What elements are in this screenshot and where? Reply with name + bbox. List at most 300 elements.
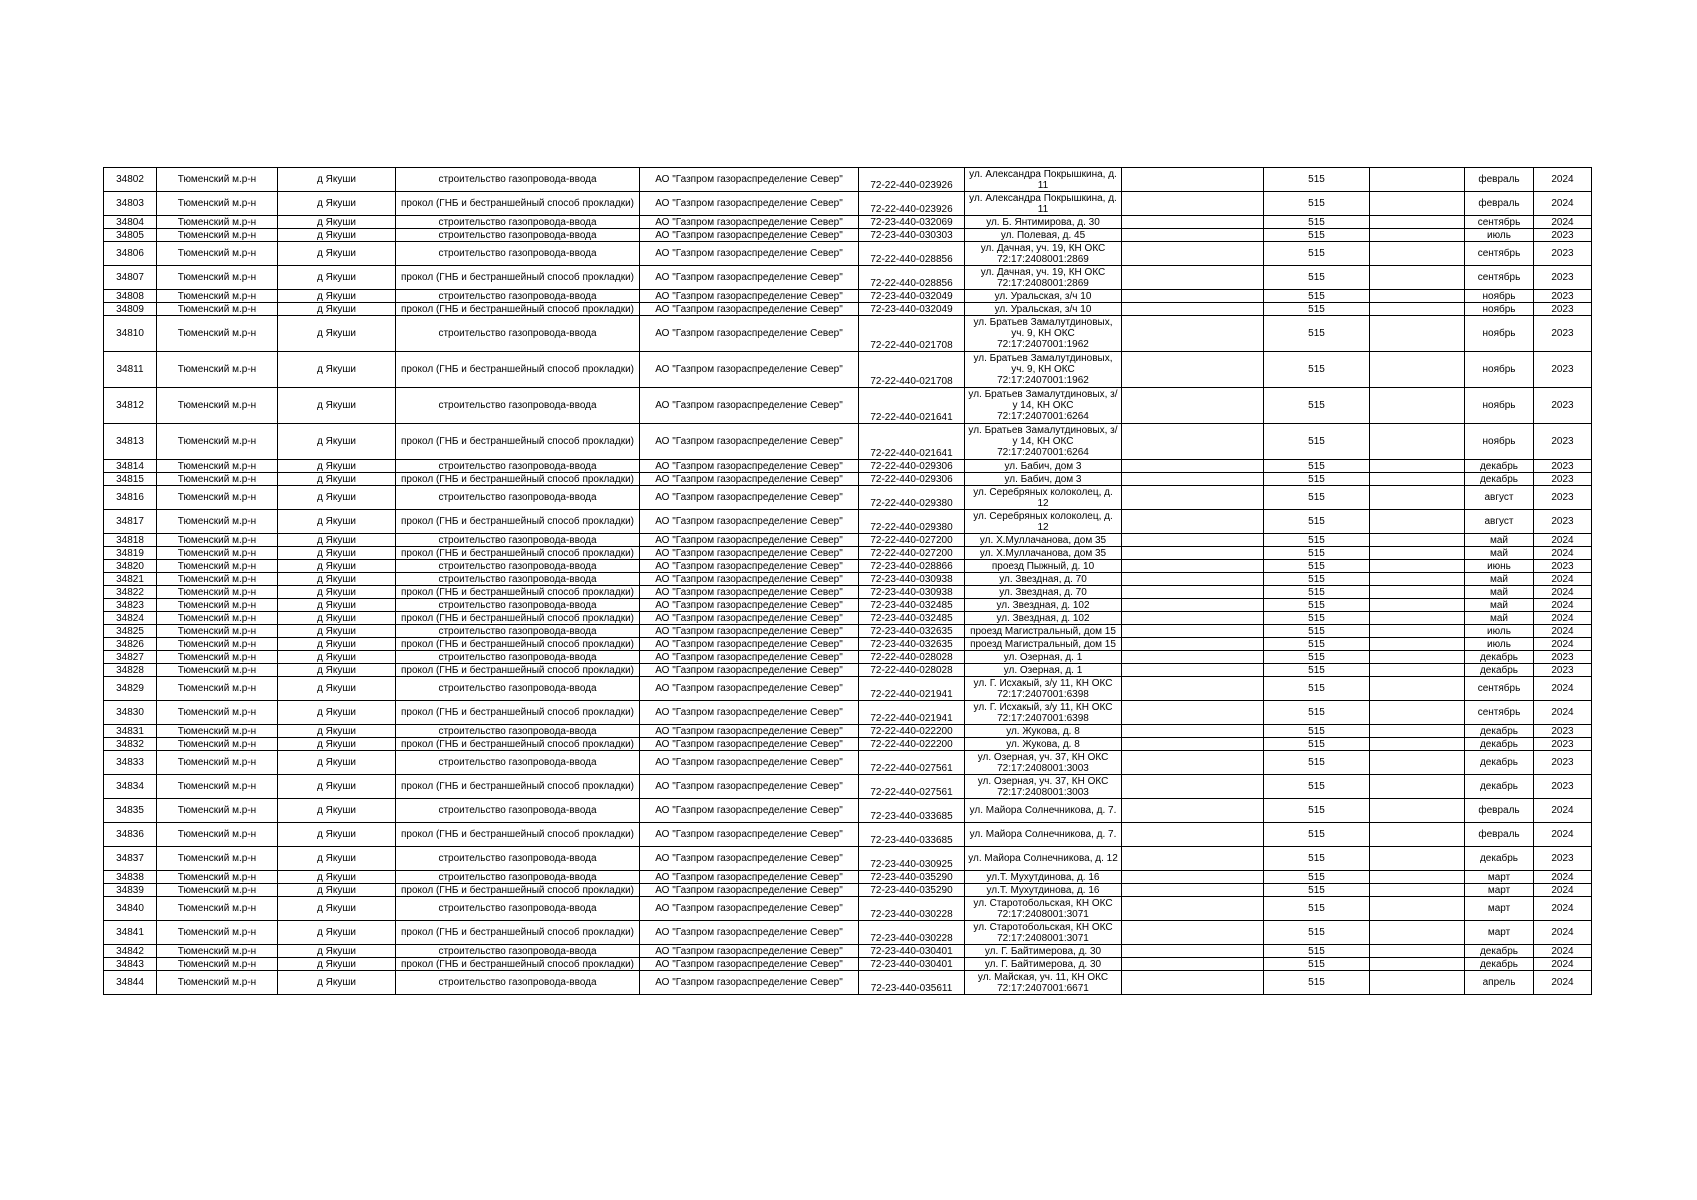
cell-cost: 515 <box>1264 799 1370 823</box>
cell-month: март <box>1465 897 1534 921</box>
cell-organization: АО "Газпром газораспределение Север" <box>640 847 859 871</box>
cell-empty <box>1122 192 1264 216</box>
cell-registry-code: 72-22-440-029380 <box>859 510 965 534</box>
cell-work-type: прокол (ГНБ и бестраншейный способ прокладки) <box>396 586 640 599</box>
cell-district: Тюменский м.р-н <box>157 424 278 460</box>
cell-month: март <box>1465 921 1534 945</box>
table-row <box>104 751 1592 775</box>
cell-number: 34841 <box>104 921 157 945</box>
table-row <box>104 290 1592 303</box>
cell-work-type: строительство газопровода-ввода <box>396 388 640 424</box>
cell-empty <box>1370 664 1465 677</box>
cell-number: 34831 <box>104 725 157 738</box>
cell-registry-code: 72-23-440-030228 <box>859 897 965 921</box>
cell-month: февраль <box>1465 168 1534 192</box>
cell-number: 34812 <box>104 388 157 424</box>
cell-cost: 515 <box>1264 701 1370 725</box>
cell-month: август <box>1465 510 1534 534</box>
cell-empty <box>1370 560 1465 573</box>
cell-registry-code: 72-23-440-032049 <box>859 290 965 303</box>
cell-organization: АО "Газпром газораспределение Север" <box>640 921 859 945</box>
cell-work-type: строительство газопровода-ввода <box>396 651 640 664</box>
cell-year: 2023 <box>1534 290 1592 303</box>
cell-empty <box>1122 651 1264 664</box>
cell-number: 34836 <box>104 823 157 847</box>
cell-month: сентябрь <box>1465 242 1534 266</box>
cell-number: 34816 <box>104 486 157 510</box>
cell-locality: д Якуши <box>278 958 396 971</box>
cell-empty <box>1122 612 1264 625</box>
cell-district: Тюменский м.р-н <box>157 352 278 388</box>
cell-registry-code: 72-23-440-030938 <box>859 586 965 599</box>
cell-district: Тюменский м.р-н <box>157 971 278 995</box>
cell-locality: д Якуши <box>278 823 396 847</box>
cell-district: Тюменский м.р-н <box>157 192 278 216</box>
cell-cost: 515 <box>1264 216 1370 229</box>
cell-registry-code: 72-22-440-029306 <box>859 460 965 473</box>
cell-organization: АО "Газпром газораспределение Север" <box>640 701 859 725</box>
cell-empty <box>1122 884 1264 897</box>
table-row <box>104 823 1592 847</box>
table-row <box>104 560 1592 573</box>
cell-registry-code: 72-22-440-021641 <box>859 388 965 424</box>
cell-cost: 515 <box>1264 168 1370 192</box>
cell-number: 34813 <box>104 424 157 460</box>
cell-locality: д Якуши <box>278 424 396 460</box>
cell-year: 2024 <box>1534 871 1592 884</box>
cell-work-type: строительство газопровода-ввода <box>396 560 640 573</box>
cell-registry-code: 72-22-440-021708 <box>859 316 965 352</box>
cell-registry-code: 72-23-440-033685 <box>859 799 965 823</box>
cell-district: Тюменский м.р-н <box>157 701 278 725</box>
cell-year: 2024 <box>1534 823 1592 847</box>
cell-empty <box>1370 168 1465 192</box>
cell-cost: 515 <box>1264 229 1370 242</box>
cell-month: декабрь <box>1465 958 1534 971</box>
cell-cost: 515 <box>1264 958 1370 971</box>
cell-organization: АО "Газпром газораспределение Север" <box>640 473 859 486</box>
cell-organization: АО "Газпром газораспределение Север" <box>640 168 859 192</box>
cell-work-type: строительство газопровода-ввода <box>396 486 640 510</box>
cell-locality: д Якуши <box>278 945 396 958</box>
cell-address: ул. Озерная, д. 1 <box>965 651 1122 664</box>
cell-address: ул. Братьев Замалутдиновых, уч. 9, КН ОКС 72:17:2407001:1962 <box>965 352 1122 388</box>
cell-empty <box>1122 316 1264 352</box>
cell-locality: д Якуши <box>278 573 396 586</box>
cell-year: 2023 <box>1534 738 1592 751</box>
cell-locality: д Якуши <box>278 303 396 316</box>
cell-district: Тюменский м.р-н <box>157 547 278 560</box>
cell-number: 34820 <box>104 560 157 573</box>
cell-cost: 515 <box>1264 599 1370 612</box>
cell-locality: д Якуши <box>278 290 396 303</box>
cell-empty <box>1122 775 1264 799</box>
cell-district: Тюменский м.р-н <box>157 510 278 534</box>
cell-address: ул. Майора Солнечникова, д. 7. <box>965 823 1122 847</box>
cell-organization: АО "Газпром газораспределение Север" <box>640 573 859 586</box>
cell-year: 2024 <box>1534 599 1592 612</box>
cell-registry-code: 72-22-440-021641 <box>859 424 965 460</box>
table-row <box>104 677 1592 701</box>
table-row <box>104 664 1592 677</box>
cell-cost: 515 <box>1264 266 1370 290</box>
table-row <box>104 229 1592 242</box>
cell-month: июнь <box>1465 560 1534 573</box>
cell-locality: д Якуши <box>278 847 396 871</box>
cell-address: ул. Старотобольская, КН ОКС 72:17:2408001:3071 <box>965 921 1122 945</box>
cell-empty <box>1122 725 1264 738</box>
cell-month: май <box>1465 534 1534 547</box>
cell-empty <box>1370 303 1465 316</box>
cell-month: ноябрь <box>1465 388 1534 424</box>
cell-registry-code: 72-23-440-030925 <box>859 847 965 871</box>
table-row <box>104 945 1592 958</box>
cell-empty <box>1370 534 1465 547</box>
cell-district: Тюменский м.р-н <box>157 473 278 486</box>
cell-month: декабрь <box>1465 945 1534 958</box>
cell-empty <box>1122 599 1264 612</box>
cell-registry-code: 72-22-440-027200 <box>859 547 965 560</box>
cell-locality: д Якуши <box>278 534 396 547</box>
cell-district: Тюменский м.р-н <box>157 599 278 612</box>
cell-number: 34802 <box>104 168 157 192</box>
cell-number: 34826 <box>104 638 157 651</box>
cell-empty <box>1370 547 1465 560</box>
cell-district: Тюменский м.р-н <box>157 738 278 751</box>
cell-number: 34818 <box>104 534 157 547</box>
cell-organization: АО "Газпром газораспределение Север" <box>640 424 859 460</box>
cell-empty <box>1370 971 1465 995</box>
cell-empty <box>1122 799 1264 823</box>
cell-empty <box>1370 573 1465 586</box>
table-row <box>104 725 1592 738</box>
cell-organization: АО "Газпром газораспределение Север" <box>640 266 859 290</box>
cell-year: 2023 <box>1534 775 1592 799</box>
cell-work-type: прокол (ГНБ и бестраншейный способ прокладки) <box>396 192 640 216</box>
cell-registry-code: 72-23-440-032049 <box>859 303 965 316</box>
cell-address: ул. Майская, уч. 11, КН ОКС 72:17:2407001:6671 <box>965 971 1122 995</box>
cell-cost: 515 <box>1264 921 1370 945</box>
cell-registry-code: 72-23-440-032069 <box>859 216 965 229</box>
cell-year: 2024 <box>1534 573 1592 586</box>
cell-work-type: прокол (ГНБ и бестраншейный способ прокладки) <box>396 473 640 486</box>
cell-year: 2024 <box>1534 971 1592 995</box>
cell-year: 2023 <box>1534 303 1592 316</box>
cell-district: Тюменский м.р-н <box>157 242 278 266</box>
cell-empty <box>1370 599 1465 612</box>
cell-empty <box>1370 884 1465 897</box>
cell-district: Тюменский м.р-н <box>157 460 278 473</box>
cell-district: Тюменский м.р-н <box>157 823 278 847</box>
cell-month: май <box>1465 573 1534 586</box>
cell-address: проезд Магистральный, дом 15 <box>965 638 1122 651</box>
cell-month: ноябрь <box>1465 316 1534 352</box>
cell-locality: д Якуши <box>278 560 396 573</box>
cell-empty <box>1122 242 1264 266</box>
cell-locality: д Якуши <box>278 216 396 229</box>
cell-organization: АО "Газпром газораспределение Север" <box>640 897 859 921</box>
cell-address: ул. Дачная, уч. 19, КН ОКС 72:17:2408001:2869 <box>965 266 1122 290</box>
cell-organization: АО "Газпром газораспределение Север" <box>640 638 859 651</box>
table-row <box>104 738 1592 751</box>
table-row <box>104 775 1592 799</box>
cell-work-type: строительство газопровода-ввода <box>396 573 640 586</box>
cell-year: 2024 <box>1534 625 1592 638</box>
cell-address: ул. Г. Исхакый, з/у 11, КН ОКС 72:17:2407001:6398 <box>965 701 1122 725</box>
cell-organization: АО "Газпром газораспределение Север" <box>640 586 859 599</box>
cell-year: 2023 <box>1534 560 1592 573</box>
cell-month: декабрь <box>1465 847 1534 871</box>
cell-work-type: строительство газопровода-ввода <box>396 897 640 921</box>
cell-registry-code: 72-22-440-028028 <box>859 651 965 664</box>
cell-cost: 515 <box>1264 586 1370 599</box>
cell-district: Тюменский м.р-н <box>157 612 278 625</box>
cell-locality: д Якуши <box>278 725 396 738</box>
cell-address: ул. Братьев Замалутдиновых, уч. 9, КН ОКС 72:17:2407001:1962 <box>965 316 1122 352</box>
cell-cost: 515 <box>1264 510 1370 534</box>
cell-locality: д Якуши <box>278 701 396 725</box>
cell-registry-code: 72-23-440-032485 <box>859 599 965 612</box>
cell-work-type: прокол (ГНБ и бестраншейный способ прокладки) <box>396 352 640 388</box>
cell-cost: 515 <box>1264 242 1370 266</box>
cell-district: Тюменский м.р-н <box>157 958 278 971</box>
cell-month: сентябрь <box>1465 216 1534 229</box>
cell-cost: 515 <box>1264 560 1370 573</box>
cell-month: март <box>1465 871 1534 884</box>
cell-organization: АО "Газпром газораспределение Север" <box>640 625 859 638</box>
cell-cost: 515 <box>1264 303 1370 316</box>
cell-year: 2024 <box>1534 638 1592 651</box>
cell-district: Тюменский м.р-н <box>157 638 278 651</box>
cell-registry-code: 72-23-440-028866 <box>859 560 965 573</box>
cell-empty <box>1122 751 1264 775</box>
cell-address: ул. Х.Муллачанова, дом 35 <box>965 534 1122 547</box>
cell-year: 2024 <box>1534 701 1592 725</box>
cell-district: Тюменский м.р-н <box>157 945 278 958</box>
cell-year: 2024 <box>1534 897 1592 921</box>
cell-work-type: строительство газопровода-ввода <box>396 799 640 823</box>
cell-locality: д Якуши <box>278 547 396 560</box>
cell-cost: 515 <box>1264 751 1370 775</box>
cell-district: Тюменский м.р-н <box>157 534 278 547</box>
cell-organization: АО "Газпром газораспределение Север" <box>640 352 859 388</box>
cell-cost: 515 <box>1264 884 1370 897</box>
table-row <box>104 352 1592 388</box>
cell-month: июль <box>1465 625 1534 638</box>
cell-month: декабрь <box>1465 738 1534 751</box>
table-row <box>104 316 1592 352</box>
cell-address: ул. Серебряных колоколец, д. 12 <box>965 510 1122 534</box>
table-row <box>104 871 1592 884</box>
cell-number: 34824 <box>104 612 157 625</box>
table-row <box>104 388 1592 424</box>
cell-empty <box>1370 473 1465 486</box>
cell-work-type: прокол (ГНБ и бестраншейный способ прокладки) <box>396 303 640 316</box>
cell-organization: АО "Газпром газораспределение Север" <box>640 664 859 677</box>
cell-district: Тюменский м.р-н <box>157 751 278 775</box>
cell-work-type: прокол (ГНБ и бестраншейный способ прокладки) <box>396 424 640 460</box>
table-row <box>104 242 1592 266</box>
cell-district: Тюменский м.р-н <box>157 677 278 701</box>
cell-locality: д Якуши <box>278 884 396 897</box>
cell-empty <box>1122 560 1264 573</box>
cell-number: 34838 <box>104 871 157 884</box>
cell-empty <box>1122 847 1264 871</box>
cell-year: 2024 <box>1534 547 1592 560</box>
cell-work-type: прокол (ГНБ и бестраншейный способ прокладки) <box>396 664 640 677</box>
cell-number: 34815 <box>104 473 157 486</box>
cell-address: ул. Звездная, д. 70 <box>965 586 1122 599</box>
cell-work-type: строительство газопровода-ввода <box>396 168 640 192</box>
cell-locality: д Якуши <box>278 352 396 388</box>
cell-year: 2024 <box>1534 168 1592 192</box>
cell-number: 34842 <box>104 945 157 958</box>
table-row <box>104 168 1592 192</box>
cell-registry-code: 72-23-440-033685 <box>859 823 965 847</box>
cell-number: 34830 <box>104 701 157 725</box>
cell-month: декабрь <box>1465 664 1534 677</box>
cell-district: Тюменский м.р-н <box>157 884 278 897</box>
cell-work-type: прокол (ГНБ и бестраншейный способ прокладки) <box>396 738 640 751</box>
cell-district: Тюменский м.р-н <box>157 266 278 290</box>
cell-organization: АО "Газпром газораспределение Север" <box>640 738 859 751</box>
cell-work-type: строительство газопровода-ввода <box>396 242 640 266</box>
cell-registry-code: 72-23-440-035290 <box>859 871 965 884</box>
table-row <box>104 958 1592 971</box>
cell-organization: АО "Газпром газораспределение Север" <box>640 958 859 971</box>
cell-empty <box>1122 971 1264 995</box>
cell-address: ул. Братьев Замалутдиновых, з/у 14, КН ОКС 72:17:2407001:6264 <box>965 388 1122 424</box>
cell-organization: АО "Газпром газораспределение Север" <box>640 547 859 560</box>
cell-year: 2023 <box>1534 316 1592 352</box>
table-row <box>104 547 1592 560</box>
cell-empty <box>1122 677 1264 701</box>
cell-empty <box>1122 897 1264 921</box>
cell-registry-code: 72-22-440-023926 <box>859 192 965 216</box>
cell-month: февраль <box>1465 799 1534 823</box>
cell-month: сентябрь <box>1465 701 1534 725</box>
cell-number: 34807 <box>104 266 157 290</box>
cell-month: ноябрь <box>1465 290 1534 303</box>
cell-number: 34844 <box>104 971 157 995</box>
cell-number: 34828 <box>104 664 157 677</box>
cell-cost: 515 <box>1264 725 1370 738</box>
cell-locality: д Якуши <box>278 510 396 534</box>
cell-work-type: прокол (ГНБ и бестраншейный способ прокладки) <box>396 547 640 560</box>
cell-number: 34806 <box>104 242 157 266</box>
cell-organization: АО "Газпром газораспределение Север" <box>640 775 859 799</box>
cell-work-type: строительство газопровода-ввода <box>396 725 640 738</box>
cell-empty <box>1370 638 1465 651</box>
cell-number: 34832 <box>104 738 157 751</box>
cell-locality: д Якуши <box>278 738 396 751</box>
cell-empty <box>1370 847 1465 871</box>
cell-organization: АО "Газпром газораспределение Север" <box>640 751 859 775</box>
cell-organization: АО "Газпром газораспределение Север" <box>640 303 859 316</box>
cell-number: 34810 <box>104 316 157 352</box>
cell-empty <box>1122 388 1264 424</box>
cell-year: 2023 <box>1534 473 1592 486</box>
cell-organization: АО "Газпром газораспределение Север" <box>640 316 859 352</box>
table-row <box>104 701 1592 725</box>
cell-empty <box>1122 573 1264 586</box>
cell-number: 34821 <box>104 573 157 586</box>
cell-address: ул. Г. Байтимерова, д. 30 <box>965 958 1122 971</box>
cell-work-type: строительство газопровода-ввода <box>396 460 640 473</box>
cell-work-type: строительство газопровода-ввода <box>396 945 640 958</box>
cell-cost: 515 <box>1264 823 1370 847</box>
cell-work-type: прокол (ГНБ и бестраншейный способ прокладки) <box>396 701 640 725</box>
cell-district: Тюменский м.р-н <box>157 586 278 599</box>
table-row <box>104 586 1592 599</box>
cell-year: 2023 <box>1534 424 1592 460</box>
cell-registry-code: 72-22-440-022200 <box>859 725 965 738</box>
cell-organization: АО "Газпром газораспределение Север" <box>640 971 859 995</box>
cell-year: 2024 <box>1534 216 1592 229</box>
cell-empty <box>1122 486 1264 510</box>
cell-month: декабрь <box>1465 651 1534 664</box>
cell-registry-code: 72-22-440-029380 <box>859 486 965 510</box>
cell-cost: 515 <box>1264 612 1370 625</box>
cell-empty <box>1122 229 1264 242</box>
cell-address: ул. Звездная, д. 102 <box>965 612 1122 625</box>
cell-number: 34835 <box>104 799 157 823</box>
cell-district: Тюменский м.р-н <box>157 560 278 573</box>
cell-number: 34817 <box>104 510 157 534</box>
cell-address: ул.Т. Мухутдинова, д. 16 <box>965 884 1122 897</box>
cell-address: ул.Т. Мухутдинова, д. 16 <box>965 871 1122 884</box>
cell-district: Тюменский м.р-н <box>157 486 278 510</box>
cell-number: 34833 <box>104 751 157 775</box>
cell-organization: АО "Газпром газораспределение Север" <box>640 388 859 424</box>
cell-registry-code: 72-22-440-021941 <box>859 701 965 725</box>
cell-locality: д Якуши <box>278 971 396 995</box>
cell-year: 2024 <box>1534 677 1592 701</box>
cell-cost: 515 <box>1264 547 1370 560</box>
cell-address: ул. Звездная, д. 102 <box>965 599 1122 612</box>
cell-empty <box>1370 460 1465 473</box>
cell-work-type: строительство газопровода-ввода <box>396 229 640 242</box>
cell-empty <box>1370 751 1465 775</box>
cell-number: 34804 <box>104 216 157 229</box>
cell-work-type: строительство газопровода-ввода <box>396 290 640 303</box>
cell-cost: 515 <box>1264 871 1370 884</box>
cell-district: Тюменский м.р-н <box>157 651 278 664</box>
cell-year: 2023 <box>1534 229 1592 242</box>
cell-month: декабрь <box>1465 473 1534 486</box>
cell-registry-code: 72-22-440-027561 <box>859 751 965 775</box>
table-row <box>104 573 1592 586</box>
cell-month: май <box>1465 586 1534 599</box>
cell-cost: 515 <box>1264 388 1370 424</box>
cell-empty <box>1122 460 1264 473</box>
table-row <box>104 473 1592 486</box>
cell-empty <box>1370 486 1465 510</box>
table-row <box>104 424 1592 460</box>
cell-empty <box>1370 871 1465 884</box>
cell-district: Тюменский м.р-н <box>157 775 278 799</box>
cell-work-type: прокол (ГНБ и бестраншейный способ прокладки) <box>396 510 640 534</box>
cell-cost: 515 <box>1264 473 1370 486</box>
cell-month: сентябрь <box>1465 266 1534 290</box>
cell-district: Тюменский м.р-н <box>157 847 278 871</box>
cell-registry-code: 72-22-440-027200 <box>859 534 965 547</box>
cell-empty <box>1370 775 1465 799</box>
cell-empty <box>1122 701 1264 725</box>
cell-cost: 515 <box>1264 847 1370 871</box>
cell-registry-code: 72-23-440-030401 <box>859 945 965 958</box>
cell-address: ул. Бабич, дом 3 <box>965 460 1122 473</box>
